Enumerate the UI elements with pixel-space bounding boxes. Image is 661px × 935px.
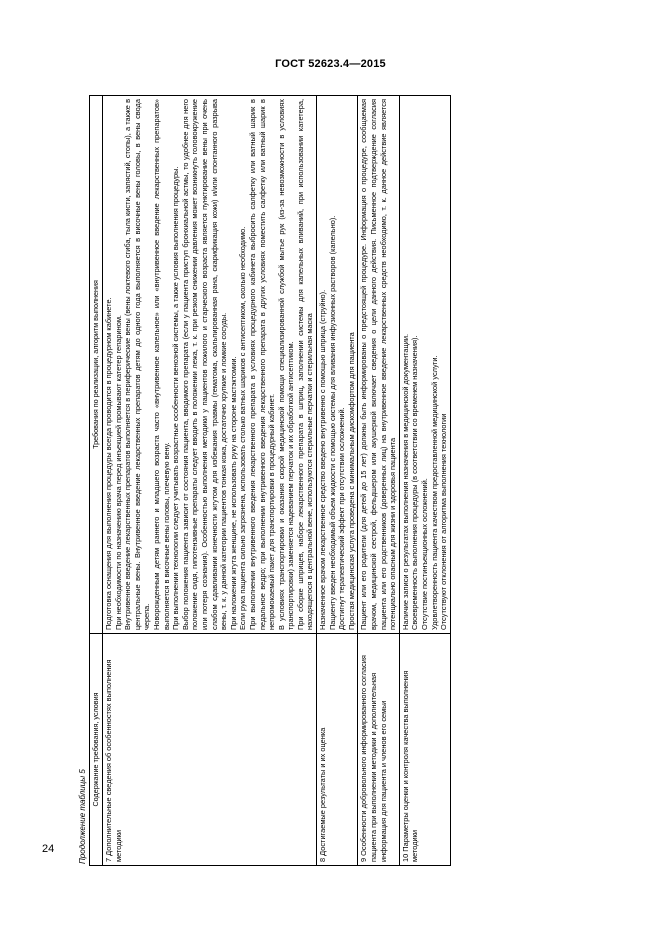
table-row: [317, 96, 358, 866]
column-header-implementation: Требования по реализации, алгоритм выполнения: [90, 96, 103, 634]
implementation-paragraph: При сборке шприцев, наборе лекарственного препарата в шприц, заполнении системы для капельных вливаний, при использовании катетера, находящегося в центральной вене, используются стерильные перчатки и стерильная маска: [295, 99, 315, 630]
table-header-row: [90, 96, 103, 866]
implementation-paragraph: При необходимости по назначению врача перед инъекцией промывают катетер гепарином.: [113, 315, 123, 630]
table-row: [399, 96, 450, 866]
table-row: [358, 96, 399, 866]
implementation-paragraph: Пациент или его родители (для детей до 15 лет) должны быть информированы о предстоящей процедуре. Информация о процедуре, сообщаемая врачом, медицинской сестрой, фельдшером или акушеркой включает сведения о цели данного действия. Письменное подтверждение согласия пациента или его родственников (доверенных лиц) на внутривенное введение лекарственных средств необходимо, т. к. данное действие является потенциально опасным для жизни и здоровья пациента: [359, 99, 398, 630]
rotated-table-block: [77, 95, 555, 866]
table-continuation-caption: Продолжение таблицы 5: [78, 769, 87, 864]
implementation-paragraph: Если рука пациента сильно загрязнена, использовать столько ватных шариков с антисептиком, сколько необходимо.: [238, 226, 248, 630]
implementation-paragraph: Подготовка оснащения для выполнения процедуры всегда проводится в процедурном кабинете.: [104, 297, 113, 630]
requirement-cell: 9 Особенности добровольного информированного согласия пациента при выполнении методики и дополнительная информация для пациента и членов его семьи: [358, 634, 399, 866]
implementation-paragraph: Новорожденным детям раннего и младшего возраста часто «внутривенное капельное» или «внутривенное введение лекарственных препаратов» выполняется в височные вены головы, плечевую вену.: [151, 99, 171, 630]
requirement-cell: 8 Достигаемые результаты и их оценка: [317, 634, 358, 866]
implementation-cell: [317, 96, 358, 634]
requirements-table: [89, 95, 451, 866]
implementation-paragraph: При выполнении внутривенного введения лекарственного препарата в условиях процедурного кабинета выбросить салфетку или ватный шарик в педальное ведро; при выполнении внутривенного введения лекарственного препарата в других условиях поместить салфетку или ватный шарик в непромокаемый пакет для транспортировки в процедурный кабинет.: [247, 99, 277, 630]
implementation-paragraph: При выполнении технологии следует учитывать возрастные особенности венозной системы, а также условия выполнения процедуры.: [171, 166, 181, 630]
implementation-paragraph: Назначенное врачом лекарственное средство введено внутривенно с помощью шприца (струйно).: [318, 289, 328, 630]
implementation-paragraph: При наложении жгута женщине, не использовать руку на стороне мастэктомии.: [228, 356, 238, 630]
page-number: 24: [42, 843, 55, 855]
implementation-paragraph: Наличие записи о результатах выполнения назначения в медицинской документации.: [400, 333, 410, 630]
implementation-paragraph: Выбор положения пациента зависит от состояния пациента, вводимого препарата (если у пациента приступ бронхиальной астмы, то удобнее для него положение сидя, гипотензивные препараты следует вводить в положении лежа, т. к. при резком снижении давления может возникнуть головокружение или потеря сознания). Особенностью выполнения методики у пациентов пожилого и старческого возраста является пунктирование вены при очень слабом сдавливании конечности жгутом для избежания травмы (гематома, скальпированная рана, скарификация кожи) и/или спонтанного разрыва вены, т. к. у данной категории пациентов тонкая кожа, достаточно хрупкие и ломкие сосуды.: [180, 99, 229, 630]
implementation-paragraph: Отсутствие постинъекционных осложнений.: [420, 478, 429, 630]
document-header: ГОСТ 52623.4—2015: [275, 58, 386, 70]
implementation-paragraph: Простая медицинская услуга проведена с минимальным дискомфортом для пациента: [346, 332, 356, 630]
table-row: [103, 96, 317, 866]
implementation-paragraph: Отсутствуют отклонения от алгоритма выполнения технологии: [439, 413, 449, 630]
implementation-cell: [103, 96, 317, 634]
requirement-cell: 10 Параметры оценки и контроля качества выполнения методики: [399, 634, 450, 866]
column-header-requirement: Содержание требования, условия: [90, 634, 103, 866]
implementation-cell: [358, 96, 399, 634]
requirement-cell: 7 Дополнительные сведения об особенностях выполнения методики: [103, 634, 317, 866]
implementation-paragraph: Своевременность выполнения процедуры (в соответствии со временем назначения).: [410, 335, 420, 630]
implementation-paragraph: Внутривенное введение лекарственных препаратов выполняется в периферические вены (вены локтевого сгиба, тыла кисти, запястий, стопы), а также в центральные вены. Внутривенное введение лекарственных препаратов детям до одного года выполняется в височные вены головы, в вены свода черепа.: [123, 99, 152, 630]
implementation-paragraph: В условиях транспортировки и оказания скорой медицинской помощи специализированной службой мытье рук (из-за невозможности в условиях транспортировки) заменяется надеванием перчаток и их обработкой антисептиком.: [276, 99, 296, 630]
implementation-cell: [399, 96, 450, 634]
implementation-paragraph: Достигнут терапевтический эффект при отсутствии осложнений.: [337, 407, 347, 630]
implementation-paragraph: Удовлетворенность пациента качеством предоставленной медицинской услуги.: [429, 355, 439, 630]
implementation-paragraph: Пациенту введен необходимый объем жидкости с помощью системы для вливания инфузионных растворов (капельно).: [327, 215, 337, 630]
